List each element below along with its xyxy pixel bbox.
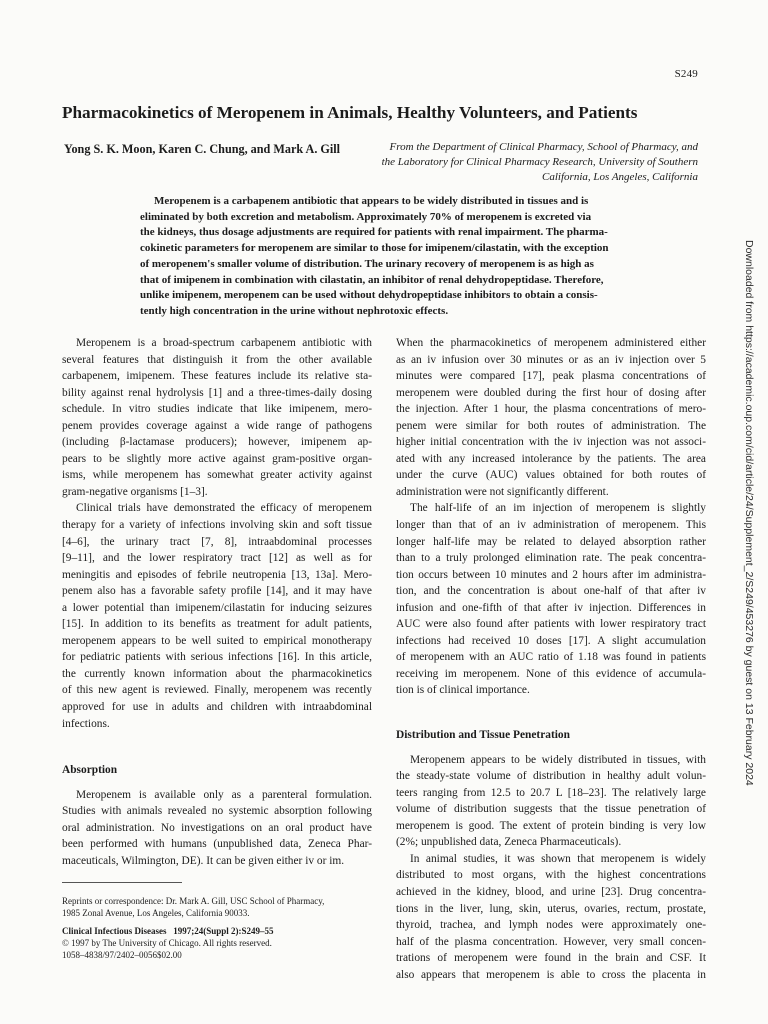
abstract-line: of meropenem's smaller volume of distribution. The urinary recovery of meropenem is as high as (140, 257, 594, 270)
body-line: the injection. After 1 hour, the plasma concentrations of mero- (396, 403, 706, 416)
body-line: carbapenem, imipenem. These features include its relative sta- (62, 370, 372, 383)
body-line: a lower potential than imipenem/cilastatin for inducing seizures (62, 601, 372, 614)
body-line: infections. (62, 717, 110, 730)
copyright: © 1997 by The University of Chicago. All rights reserved. (62, 938, 272, 948)
body-line: half of the plasma concentration. However, very small concen- (396, 935, 706, 948)
abstract-line: eliminated by both excretion and metabolism. Approximately 70% of meropenem is excreted via (140, 210, 592, 223)
affiliation-line: From the Department of Clinical Pharmacy, School of Pharmacy, and (389, 141, 698, 153)
abstract-line: tently high concentration in the urine without nephrotoxic effects. (140, 304, 449, 317)
abstract-line: Meropenem is a carbapenem antibiotic that appears to be widely distributed in tissues and is (154, 195, 589, 207)
body-line: of meropenem with an AUC ratio of 1.18 was found in patients (396, 651, 706, 664)
body-line: tion occurs between 10 minutes and 2 hours after im administra- (396, 568, 706, 581)
affiliation-line: the Laboratory for Clinical Pharmacy Research, University of Southern (381, 156, 698, 168)
body-line: schedule. In vitro studies indicate that like imipenem, mero- (62, 403, 372, 416)
distribution-paragraph-1 (396, 752, 706, 851)
intro-paragraph-1 (62, 335, 372, 500)
reprints-note (62, 895, 382, 919)
body-line: penem also has a favorable safety profile [14], and it may have (62, 585, 372, 598)
body-line: meningitis and episodes of febrile neutropenia [13, 13a]. Mero- (62, 568, 372, 581)
page-number: S249 (674, 68, 698, 80)
affiliation-line: California, Los Angeles, California (542, 171, 698, 183)
body-line: receiving im meropenem. None of this evidence of accumula- (396, 667, 706, 680)
body-line: [4–6], the urinary tract [7, 8], intraabdominal processes (62, 535, 372, 548)
body-line: meropenem were doubled during the first hour of dosing after (396, 386, 706, 399)
body-line: minutes were compared [17], peak plasma concentrations of (396, 370, 706, 383)
absorption-paragraph-1 (62, 787, 372, 870)
abstract-line: unlike imipenem, meropenem can be used without dehydropeptidase inhibitors to obtain a consis- (140, 289, 598, 302)
body-line: gram-negative organisms [1–3]. (62, 485, 208, 498)
pk-paragraph-1 (396, 335, 706, 500)
right-column (396, 335, 706, 983)
journal-citation (62, 925, 382, 937)
download-watermark: Downloaded from https://academic.oup.com/cid/article/24/Supplement_2/S249/453276 by guest on 13 February 2024 (743, 240, 755, 786)
footnote-rule (62, 882, 182, 883)
body-line: also appears that meropenem is able to cross the placenta in (396, 968, 706, 981)
body-line: the steady-state volume of distribution in healthy adult volun- (396, 770, 706, 783)
body-line: infections had received 10 doses [17]. A slight accumulation (396, 634, 706, 647)
body-line: Studies with animals revealed no systemic absorption following (62, 805, 372, 818)
body-line: longer half-life may be related to delayed absorption rather (396, 535, 706, 548)
body-line: In animal studies, it was shown that meropenem is widely (410, 852, 706, 865)
intro-paragraph-2 (62, 500, 372, 732)
abstract-line: the kidneys, thus dosage adjustments are required for patients with renal impairment. The pharma- (140, 226, 608, 239)
issn: 1058–4838/97/2402–0056$02.00 (62, 950, 182, 960)
body-line: bility against renal hydrolysis [1] and a three-times-daily dosing (62, 386, 372, 399)
body-line: longer than that of an iv administration of meropenem. This (396, 519, 706, 532)
body-line: Meropenem is available only as a parenteral formulation. (76, 788, 372, 801)
affiliation (378, 140, 698, 185)
footnote (62, 895, 382, 961)
reprints-line: Reprints or correspondence: Dr. Mark A. Gill, USC School of Pharmacy, (62, 896, 325, 906)
body-line: tions in the liver, lung, skin, uterus, ovaries, rectum, prostate, (396, 902, 706, 915)
journal-name: Clinical Infectious Diseases (62, 926, 167, 936)
body-line: AUC were also found after patients with lower respiratory tract (396, 618, 706, 631)
body-line: higher initial concentration with the iv injection was not associ- (396, 436, 706, 449)
body-line: isms, while meropenem has somewhat greater activity against (62, 469, 372, 482)
body-line: been performed with humans (unpublished data, Zeneca Phar- (62, 838, 372, 851)
body-line: distributed to most organs, with the highest concentrations (396, 869, 706, 882)
body-line: teers ranging from 12.5 to 20.7 L [18–23]. The relatively large (396, 786, 706, 799)
body-line: (including β-lactamase producers); however, imipenem ap- (62, 436, 372, 449)
authors: Yong S. K. Moon, Karen C. Chung, and Mark A. Gill (64, 142, 341, 156)
body-line: for pediatric patients with serious infections [16]. In this article, (62, 651, 372, 664)
body-line: The half-life of an im injection of meropenem is slightly (410, 502, 706, 515)
journal-volume: 1997;24(Suppl 2):S249–55 (173, 926, 274, 936)
body-line: trations of meropenem were found in the brain and CSF. It (396, 952, 706, 965)
body-line: [15]. In addition to its benefits as treatment for adult patients, (62, 618, 372, 631)
body-line: maceuticals, Wilmington, DE). It can be given either iv or im. (62, 854, 345, 867)
body-line: (2%; unpublished data, Zeneca Pharmaceuticals). (396, 836, 622, 849)
body-line: as an iv infusion over 30 minutes or as an iv injection over 5 (396, 353, 706, 366)
distribution-paragraph-2 (396, 851, 706, 983)
body-line: meropenem is good. The extent of protein binding is very low (396, 819, 706, 832)
body-line: penem were similar for both routes of administration. The (396, 419, 706, 432)
section-heading-absorption: Absorption (62, 764, 118, 777)
body-line: meropenem appears to be well suited to empirical monotherapy (62, 634, 372, 647)
body-line: of this new agent is reviewed. Finally, meropenem was recently (62, 684, 372, 697)
left-column (62, 335, 372, 869)
body-line: than to a truly prolonged elimination rate. The peak concentra- (396, 552, 706, 565)
body-line: Clinical trials have demonstrated the efficacy of meropenem (76, 502, 372, 515)
body-line: tion is of clinical importance. (396, 684, 530, 697)
body-line: the currently known information about the pharmacokinetics (62, 667, 372, 680)
body-line: administration were not significantly different. (396, 485, 609, 498)
article-title: Pharmacokinetics of Meropenem in Animals, Healthy Volunteers, and Patients (62, 103, 638, 122)
section-heading-distribution: Distribution and Tissue Penetration (396, 729, 570, 742)
body-line: therapy for a variety of infections involving skin and soft tissue (62, 519, 372, 532)
body-line: oral administration. No investigations on an oral product have (62, 821, 372, 834)
body-line: Meropenem appears to be widely distributed in tissues, with (410, 753, 706, 766)
body-line: tion, and the concentration is about one-half of that after iv (396, 585, 706, 598)
body-line: several features that distinguish it from the other available (62, 353, 372, 366)
body-line: approved for use in adults and children with intraabdominal (62, 701, 372, 714)
body-line: achieved in the kidney, blood, and urine [23]. Drug concentra- (396, 885, 706, 898)
body-line: volume of distribution suggests that the tissue penetration of (396, 803, 706, 816)
body-line: [9–11], and the lower respiratory tract [12] as well as for (62, 552, 372, 565)
body-line: thyroid, trachea, and lymph nodes were approximately one- (396, 919, 706, 932)
body-line: When the pharmacokinetics of meropenem administered either (396, 337, 706, 349)
pk-paragraph-2 (396, 500, 706, 699)
body-line: penem provides coverage against a wide range of pathogens (62, 419, 372, 432)
body-line: pears to be slightly more active against gram-positive organ- (62, 452, 372, 465)
body-line: under the curve (AUC) values obtained for both routes of (396, 469, 706, 482)
body-line: ated with any increased intolerance by the patients. The area (396, 452, 706, 465)
abstract-line: cokinetic parameters for meropenem are similar to those for imipenem/cilastatin, with the exception (140, 242, 609, 255)
abstract-line: that of imipenem in combination with cilastatin, an inhibitor of renal dehydropeptidase. Therefore, (140, 273, 604, 286)
body-line: infusion and one-fifth of that after iv injection. Differences in (396, 601, 706, 614)
abstract (140, 194, 620, 320)
reprints-line: 1985 Zonal Avenue, Los Angeles, California 90033. (62, 908, 250, 918)
body-line: Meropenem is a broad-spectrum carbapenem antibiotic with (76, 337, 372, 349)
